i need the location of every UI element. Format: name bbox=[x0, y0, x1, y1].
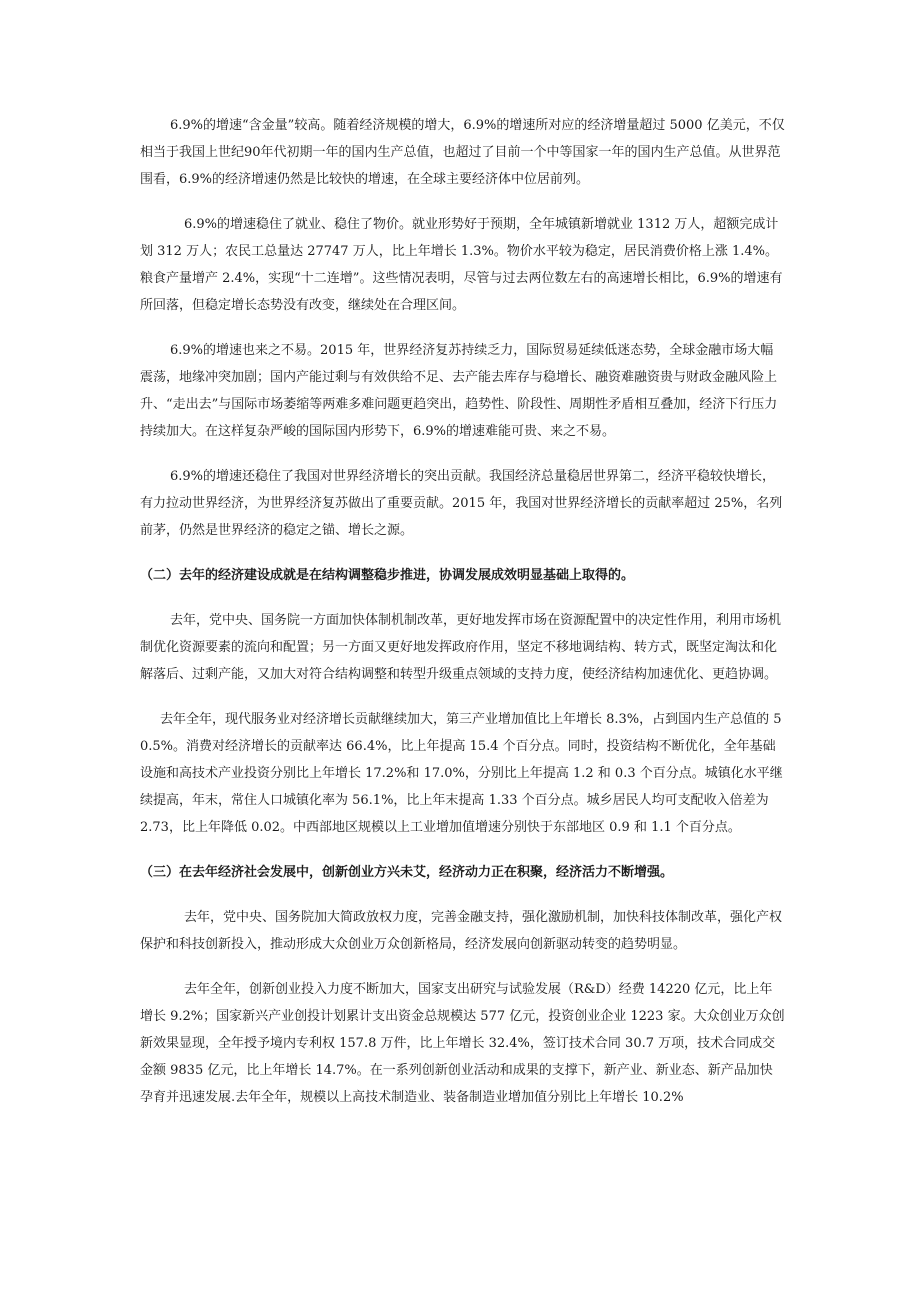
paragraph-4: 6.9%的增速还稳住了我国对世界经济增长的突出贡献。我国经济总量稳居世界第二，经济平稳较快增长，有力拉动世界经济，为世界经济复苏做出了重要贡献。2015 年，我国对世界经济增长的贡献率超过 25%，名列前茅，仍然是世界经济的稳定之锚、增长之源。 bbox=[140, 469, 783, 538]
paragraph-6: 去年全年，现代服务业对经济增长贡献继续加大，第三产业增加值比上年增长 8.3%，占到国内生产总值的 50.5%。消费对经济增长的贡献率达 66.4%，比上年提高 15.4 个百分点。同时，投资结构不断优化，全年基础设施和高技术产业投资分别比上年增长 17.2%和 17.0%，分别比上年提高 1.2 和 0.3 个百分点。城镇化水平继续提高，年末，常住人口城镇化率为 56.1%，比上年末提高 1.33 个百分点。城乡居民人均可支配收入倍差为 2.73，比上年降低 0.02。中西部地区规模以上工业增加值增速分别快于东部地区 0.9 和 1.1 个百分点。 bbox=[140, 712, 783, 835]
paragraph-8: 去年全年，创新创业投入力度不断加大，国家支出研究与试验发展（R&D）经费 14220 亿元，比上年增长 9.2%；国家新兴产业创投计划累计支出资金总规模达 577 亿元，投资创业企业 1223 家。大众创业万众创新效果显现，全年授予境内专利权 157.8 万件，比上年增长 32.4%，签订技术合同 30.7 万项，技术合同成交金额 9835 亿元，比上年增长 14.7%。在一系列创新创业活动和成果的支撑下，新产业、新业态、新产品加快孕育并迅速发展.去年全年，规模以上高技术制造业、装备制造业增加值分别比上年增长 10.2% bbox=[140, 982, 785, 1105]
paragraph-5: 去年，党中央、国务院一方面加快体制机制改革，更好地发挥市场在资源配置中的决定性作用，利用市场机制优化资源要素的流向和配置；另一方面又更好地发挥政府作用，坚定不移地调结构、转方式，既坚定淘汰和化解落后、过剩产能，又加大对符合结构调整和转型升级重点领域的支持力度，使经济结构加速优化、更趋协调。 bbox=[140, 613, 782, 682]
paragraph-2: 6.9%的增速稳住了就业、稳住了物价。就业形势好于预期，全年城镇新增就业 1312 万人，超额完成计划 312 万人；农民工总量达 27747 万人，比上年增长 1.3%。物价水平较为稳定，居民消费价格上涨 1.4%。粮食产量增产 2.4%，实现“十二连增”。这些情况表明，尽管与过去两位数左右的高速增长相比，6.9%的增速有所回落，但稳定增长态势没有改变，继续处在合理区间。 bbox=[140, 217, 783, 313]
paragraph-3: 6.9%的增速也来之不易。2015 年，世界经济复苏持续乏力，国际贸易延续低迷态势，全球金融市场大幅震荡，地缘冲突加剧；国内产能过剩与有效供给不足、去产能去库存与稳增长、融资难融资贵与财政金融风险上升、“走出去”与国际市场萎缩等两难多难问题更趋突出，趋势性、阶段性、周期性矛盾相互叠加，经济下行压力持续加大。在这样复杂严峻的国际国内形势下，6.9%的增速难能可贵、来之不易。 bbox=[140, 343, 778, 439]
paragraph-7: 去年，党中央、国务院加大简政放权力度，完善金融支持，强化激励机制，加快科技体制改革，强化产权保护和科技创新投入，推动形成大众创业万众创新格局，经济发展向创新驱动转变的趋势明显。 bbox=[140, 910, 783, 952]
paragraph-1: 6.9%的增速“含金量”较高。随着经济规模的增大，6.9%的增速所对应的经济增量超过 5000 亿美元，不仅相当于我国上世纪90年代初期一年的国内生产总值，也超过了目前一个中等国家一年的国内生产总值。从世界范围看，6.9%的经济增速仍然是比较快的增速，在全球主要经济体中位居前列。 bbox=[140, 118, 785, 187]
section-heading-3: （三）在去年经济社会发展中，创新创业方兴未艾，经济动力正在积聚，经济活力不断增强。 bbox=[140, 865, 674, 880]
section-heading-2: （二）去年的经济建设成就是在结构调整稳步推进，协调发展成效明显基础上取得的。 bbox=[140, 568, 635, 583]
document-body bbox=[140, 112, 785, 1129]
